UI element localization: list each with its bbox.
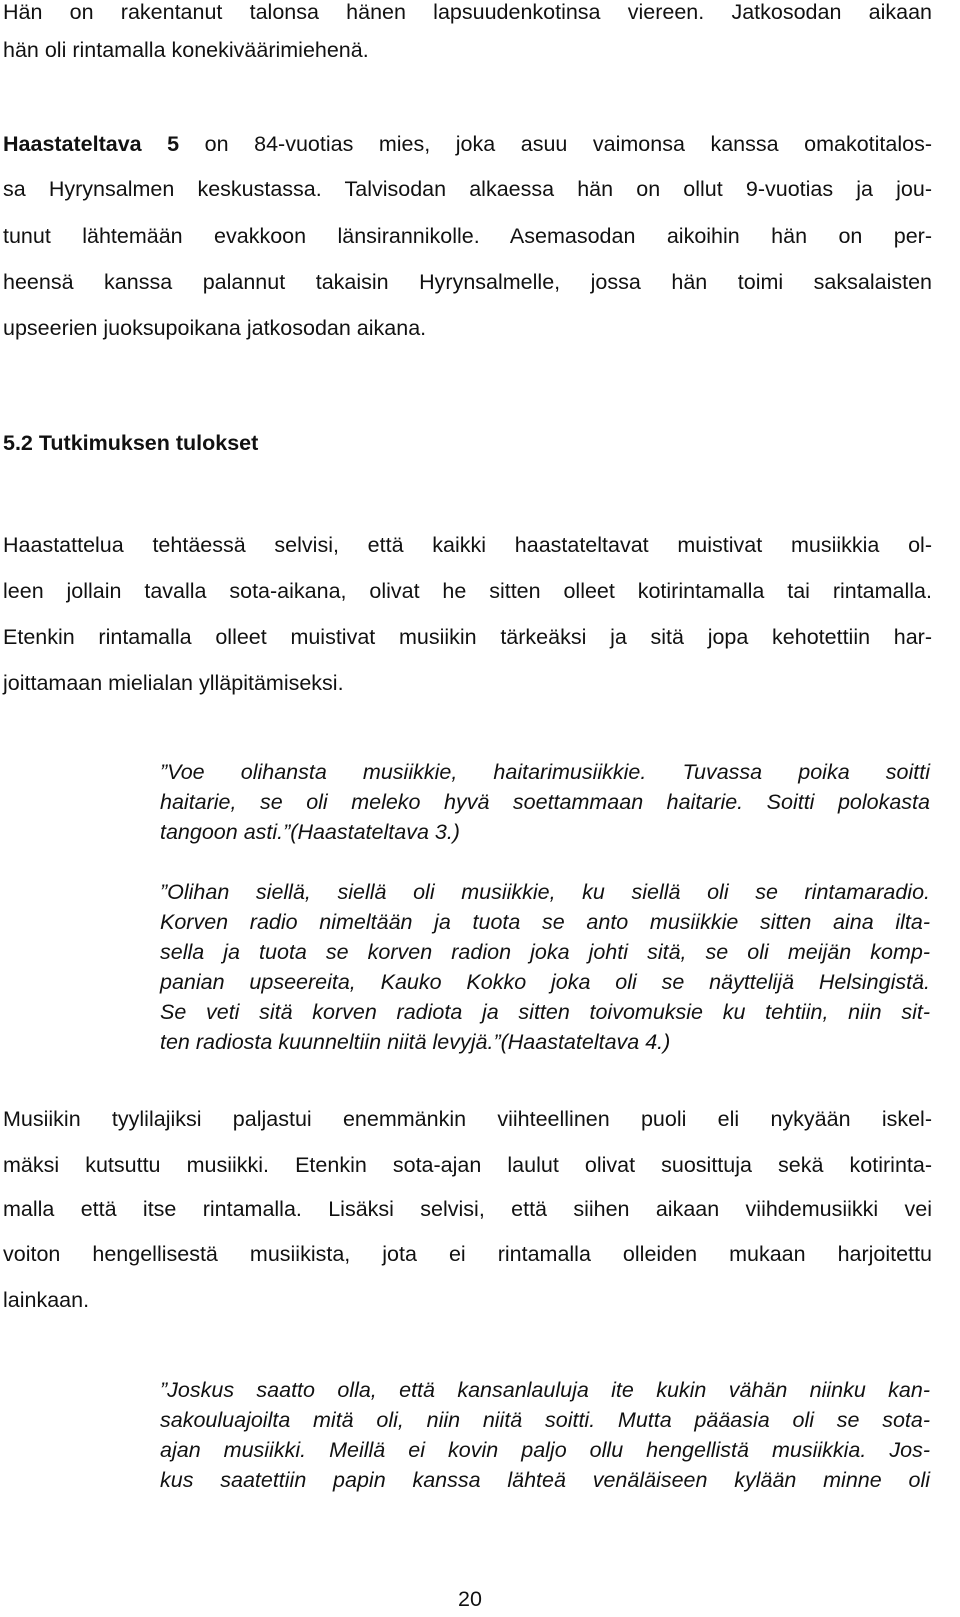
interviewee-label: Haastateltava 5 — [3, 132, 180, 156]
paragraph-line: Musiikin tyylilajiksi paljastui enemmänkin viihteellinen puoli eli nykyään iskel- — [3, 1107, 932, 1131]
quote-line: kus saatettiin papin kanssa lähteä venäläiseen kylään minne oli — [160, 1468, 930, 1492]
paragraph-line: hän oli rintamalla konekiväärimiehenä. — [3, 38, 369, 62]
paragraph-line: tunut lähtemään evakkoon länsirannikolle. Asemasodan aikoihin hän on per- — [3, 224, 932, 248]
quote-line: sella ja tuota se korven radion joka johti sitä, se oli meijän komp- — [160, 940, 930, 964]
quote-line: ”Joskus saatto olla, että kansanlauluja ite kukin vähän niinku kan- — [160, 1378, 930, 1402]
quote-line: ajan musiikki. Meillä ei kovin paljo ollu hengellistä musiikkia. Jos- — [160, 1438, 930, 1462]
quote-line: Se veti sitä korven radiota ja sitten toivomuksie ku tehtiin, niin sit- — [160, 1000, 930, 1024]
paragraph-line — [3, 132, 932, 156]
quote-line: ”Voe olihansta musiikkie, haitarimusiikkie. Tuvassa poika soitti — [160, 760, 930, 784]
paragraph-line: leen jollain tavalla sota-aikana, olivat he sitten olleet kotirintamalla tai rintamalla. — [3, 579, 932, 603]
section-heading: 5.2 Tutkimuksen tulokset — [3, 431, 259, 455]
quote-line: ”Olihan siellä, siellä oli musiikkie, ku siellä oli se rintamaradio. — [160, 880, 930, 904]
quote-line: panian upseereita, Kauko Kokko joka oli se näyttelijä Helsingistä. — [160, 970, 930, 994]
paragraph-line: joittamaan mielialan ylläpitämiseksi. — [3, 671, 344, 695]
quote-line: ten radiosta kuunneltiin niitä levyjä.”(Haastateltava 4.) — [160, 1030, 671, 1054]
paragraph-line: malla että itse rintamalla. Lisäksi selvisi, että siihen aikaan viihdemusiikki vei — [3, 1197, 932, 1221]
paragraph-line: sa Hyrynsalmen keskustassa. Talvisodan alkaessa hän on ollut 9-vuotias ja jou- — [3, 177, 932, 201]
paragraph-line: Haastattelua tehtäessä selvisi, että kaikki haastateltavat muistivat musiikkia ol- — [3, 533, 932, 557]
paragraph-line: mäksi kutsuttu musiikki. Etenkin sota-ajan laulut olivat suosittuja sekä kotirinta- — [3, 1153, 932, 1177]
quote-line: haitarie, se oli meleko hyvä soettammaan haitarie. Soitti polokasta — [160, 790, 930, 814]
paragraph-line: voiton hengellisestä musiikista, jota ei rintamalla olleiden mukaan harjoitettu — [3, 1242, 932, 1266]
paragraph-line-text: on 84-vuotias mies, joka asuu vaimonsa kanssa omakotitalos- — [179, 132, 932, 156]
quote-line: Korven radio nimeltään ja tuota se anto musiikkie sitten aina ilta- — [160, 910, 930, 934]
paragraph-line: upseerien juoksupoikana jatkosodan aikana. — [3, 316, 427, 340]
paragraph-line: Etenkin rintamalla olleet muistivat musiikin tärkeäksi ja sitä jopa kehotettiin har- — [3, 625, 932, 649]
paragraph-line: lainkaan. — [3, 1288, 90, 1312]
paragraph-line: heensä kanssa palannut takaisin Hyrynsalmelle, jossa hän toimi saksalaisten — [3, 270, 932, 294]
quote-line: tangoon asti.”(Haastateltava 3.) — [160, 820, 460, 844]
paragraph-line: Hän on rakentanut talonsa hänen lapsuudenkotinsa viereen. Jatkosodan aikaan — [3, 0, 932, 24]
page-number: 20 — [458, 1587, 482, 1611]
quote-line: sakouluajoilta mitä oli, niin niitä soitti. Mutta pääasia oli se sota- — [160, 1408, 930, 1432]
